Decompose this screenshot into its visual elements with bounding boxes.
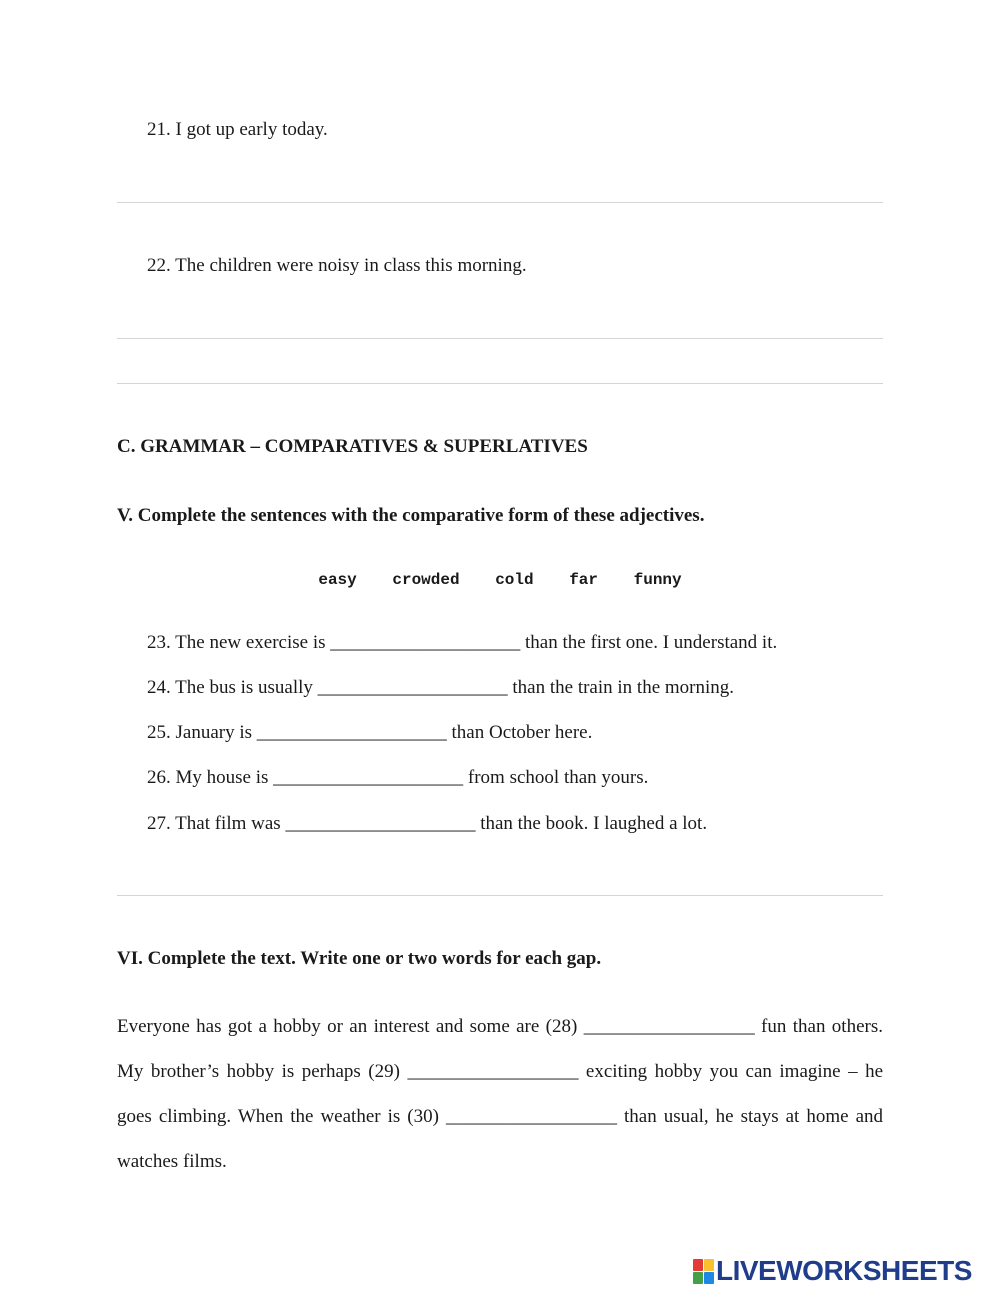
logo-tile [693,1272,703,1284]
question-text: 26. My house is [147,767,269,788]
answer-blank-26[interactable]: ____________________ [273,767,464,788]
question-22: 22. The children were noisy in class this morning. [147,255,527,276]
paragraph-text: My brother’s hobby is perhaps (29) [117,1061,400,1082]
paragraph-text: watches films. [117,1151,227,1172]
paragraph-line [117,1015,883,1039]
word-box-item: easy [318,571,357,589]
paragraph-text: than usual, he stays at home and [624,1106,884,1127]
word-box-item: far [569,571,599,589]
answer-blank-24[interactable]: ____________________ [317,677,508,698]
answer-blank-30[interactable]: __________________ [445,1106,617,1127]
answer-blank-28[interactable]: __________________ [583,1016,755,1037]
question-text: 27. That film was [147,813,281,834]
liveworksheets-logo [693,1256,972,1286]
answer-blank-29[interactable]: __________________ [407,1061,579,1082]
question-24 [147,676,734,700]
answer-blank-23[interactable]: ____________________ [330,632,521,653]
question-text: than the first one. I understand it. [525,632,778,653]
paragraph-text: exciting hobby you can imagine – he [585,1061,883,1082]
question-text: 23. The new exercise is [147,632,326,653]
paragraph-text: goes climbing. When the weather is (30) [117,1106,439,1127]
paragraph-text: Everyone has got a hobby or an interest and some are (28) [117,1016,578,1037]
logo-tile [704,1259,714,1271]
question-26 [147,766,648,790]
word-box [0,570,1000,590]
liveworksheets-logo-text: LIVEWORKSHEETS [716,1255,972,1286]
section-divider [117,383,883,384]
paragraph-line [117,1060,883,1084]
question-25 [147,721,592,745]
logo-tile [704,1272,714,1284]
paragraph-line [117,1105,883,1129]
exercise-v-instruction: V. Complete the sentences with the comparative form of these adjectives. [117,505,705,526]
word-box-item: crowded [392,571,460,589]
question-21: 21. I got up early today. [147,119,328,140]
question-text: than October here. [451,722,593,743]
logo-tile [693,1259,703,1271]
paragraph-line [117,1150,883,1174]
section-divider [117,895,883,896]
paragraph-text: fun than others. [761,1016,883,1037]
answer-line-22[interactable] [117,338,883,339]
liveworksheets-logo-icon [693,1259,714,1284]
section-c-heading: C. GRAMMAR – COMPARATIVES & SUPERLATIVES [117,436,588,457]
word-box-item: funny [633,571,682,589]
answer-blank-25[interactable]: ____________________ [256,722,447,743]
question-23 [147,631,777,655]
question-text: from school than yours. [467,767,649,788]
word-box-item: cold [495,571,534,589]
question-text: 25. January is [147,722,253,743]
question-text: than the book. I laughed a lot. [480,813,708,834]
answer-blank-27[interactable]: ____________________ [285,813,476,834]
question-text: 24. The bus is usually [147,677,313,698]
question-27 [147,812,707,836]
question-text: than the train in the morning. [512,677,735,698]
answer-line-21[interactable] [117,202,883,203]
exercise-vi-instruction: VI. Complete the text. Write one or two words for each gap. [117,948,602,969]
